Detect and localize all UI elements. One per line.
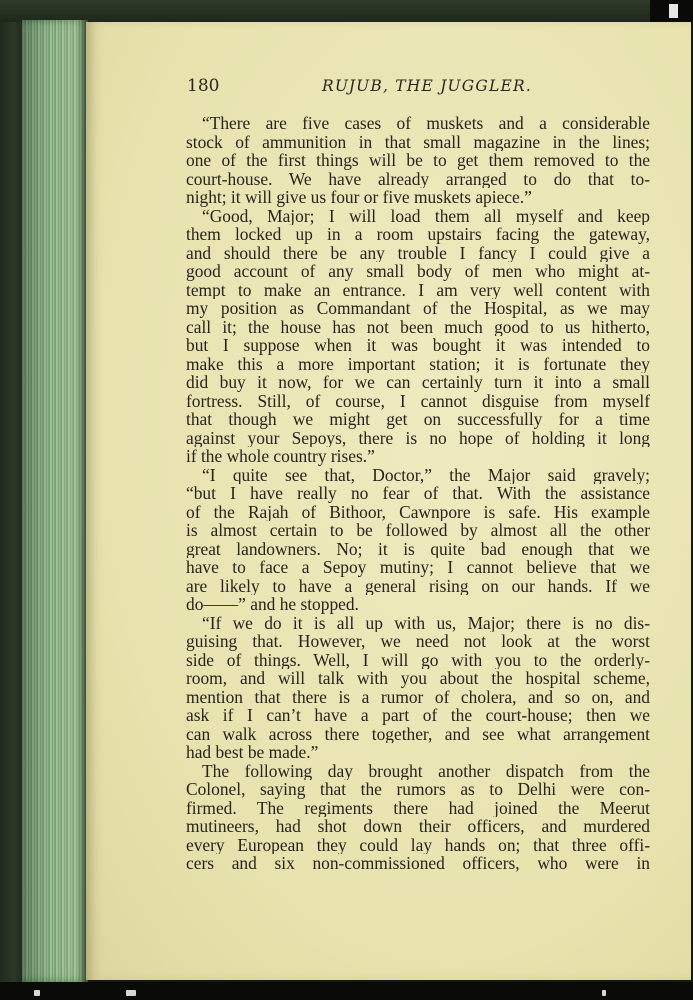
text-line: side of things. Well, I will go with you to the orderly- <box>186 650 650 669</box>
text-line: have to face a Sepoy mutiny; I cannot believe that we <box>186 558 650 577</box>
text-line: tempt to make an entrance. I am very well content with <box>186 280 650 299</box>
text-line: mention that there is a rumor of cholera, and so on, and <box>186 687 650 706</box>
text-line: one of the first things will be to get them removed to the <box>186 151 650 170</box>
text-line: but I suppose when it was bought it was intended to <box>186 336 650 355</box>
page-header <box>187 76 649 102</box>
text-line: good account of any small body of men who might at- <box>186 262 650 281</box>
scan-speck <box>126 990 136 996</box>
text-line: every European they could lay hands on; that three offi- <box>186 835 650 854</box>
text-line: “If we do it is all up with us, Major; there is no dis- <box>202 613 650 632</box>
text-line: had best be made.” <box>186 743 319 762</box>
text-line: and should there be any trouble I fancy I could give a <box>186 243 650 262</box>
text-line: did buy it now, for we can certainly turn it into a small <box>186 373 650 392</box>
text-line: The following day brought another dispatch from the <box>202 761 650 780</box>
scan-bottom-band <box>0 982 693 1000</box>
book-cover-top-edge <box>0 0 693 22</box>
text-line: them locked up in a room upstairs facing the gateway, <box>186 225 650 244</box>
text-line: “but I have really no fear of that. With the assistance <box>186 484 650 503</box>
text-line: call it; the house has not been much good to us hitherto, <box>186 317 650 336</box>
text-line: make this a more important station; it is fortunate they <box>186 354 650 373</box>
text-line: can walk across there together, and see what arrangement <box>186 724 650 743</box>
text-line: fortress. Still, of course, I cannot disguise from myself <box>186 391 650 410</box>
text-line: if the whole country rises.” <box>186 447 375 466</box>
scan-speck <box>34 990 40 996</box>
text-line: against your Sepoys, there is no hope of holding it long <box>186 428 650 447</box>
text-line: court-house. We have already arranged to do that to- <box>186 169 650 188</box>
text-line: Colonel, saying that the rumors as to Delhi were con- <box>186 780 650 799</box>
text-line: guising that. However, we need not look at the worst <box>186 632 650 651</box>
text-line: are likely to have a general rising on our hands. If we <box>186 576 650 595</box>
text-line: cers and six non-commissioned officers, who were in <box>186 854 650 873</box>
text-line: firmed. The regiments there had joined the Meerut <box>186 798 650 817</box>
text-line: “Good, Major; I will load them all myself and keep <box>202 206 650 225</box>
text-line: room, and will talk with you about the hospital scheme, <box>186 669 650 688</box>
text-line: do——” and he stopped. <box>186 595 359 614</box>
scan-speck <box>602 990 606 996</box>
text-line: mutineers, had shot down their officers, and murdered <box>186 817 650 836</box>
text-line: stock of ammunition in that small magazine in the lines; <box>186 132 650 151</box>
text-line: ask if I can’t have a part of the court-house; then we <box>186 706 650 725</box>
running-head: RUJUB, THE JUGGLER. <box>322 77 532 95</box>
text-line: night; it will give us four or five muskets apiece.” <box>186 188 532 207</box>
text-line: my position as Commandant of the Hospital, as we may <box>186 299 650 318</box>
body-text <box>186 114 650 873</box>
text-line: of the Rajah of Bithoor, Cawnpore is safe. His example <box>186 502 650 521</box>
scan-marker <box>669 4 678 18</box>
text-line: that though we might get on successfully for a time <box>186 410 650 429</box>
text-line: “There are five cases of muskets and a considerable <box>202 114 650 133</box>
text-line: “I quite see that, Doctor,” the Major said gravely; <box>202 465 650 484</box>
text-line: is almost certain to be followed by almost all the other <box>186 521 650 540</box>
page-edges-shade <box>22 20 88 982</box>
page-number: 180 <box>187 76 220 96</box>
text-line: great landowners. No; it is quite bad enough that we <box>186 539 650 558</box>
